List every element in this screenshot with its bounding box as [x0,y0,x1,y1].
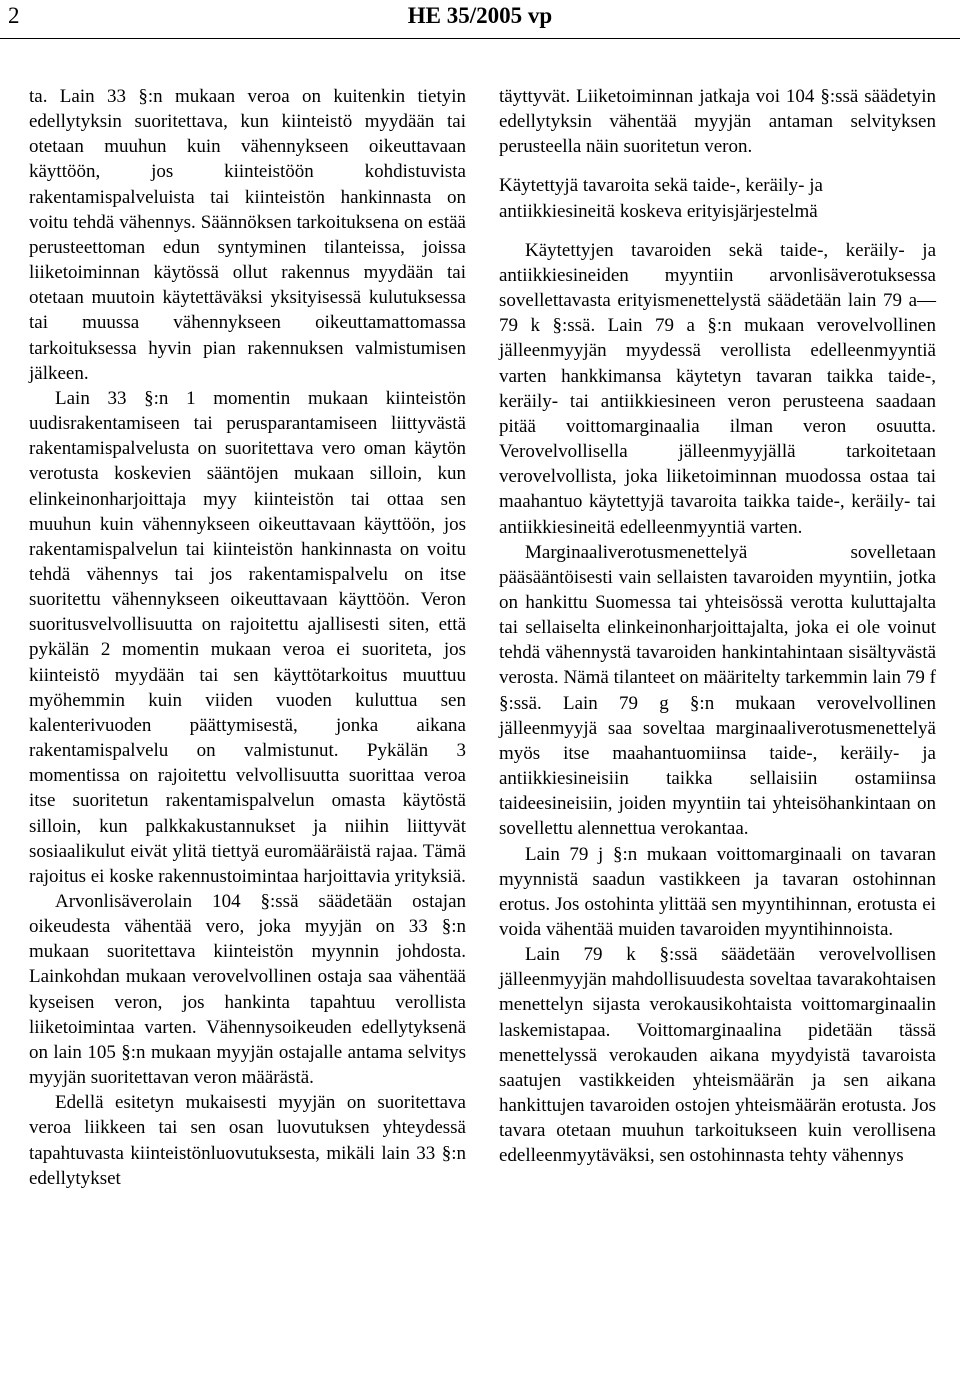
document-id: HE 35/2005 vp [407,3,553,28]
section-subheading: Käytettyjä tavaroita sekä taide-, keräily- ja antiikkiesineitä koskeva erityisjärjestelmä [499,175,823,222]
header-rule [0,38,960,39]
paragraph: Arvonlisäverolain 104 §:ssä säädetään ostajan oikeudesta vähentää vero, joka myyjän on 33 §:n mukaan suoritettava kiinteistön myynnin johdosta. Lainkohdan mukaan verovelvollinen ostaja saa vähentää kyseisen veron, jos hankinta tapahtuu verollista liiketoimintaa varten. Vähennysoikeuden edellytyksenä on lain 105 §:n mukaan myyjän ostajalle antama selvitys myyjän suoritettavan veron määrästä. [29,891,466,1089]
paragraph: täyttyvät. Liiketoiminnan jatkaja voi 104 §:ssä säädetyin edellytyksin vähentää myyjän antaman selvityksen perusteella näin suoritetun veron. [499,86,936,158]
right-column [499,84,936,1169]
page-header [0,0,960,40]
left-column [29,84,466,1191]
paragraph: ta. Lain 33 §:n mukaan veroa on kuitenkin tietyin edellytyksin suoritettava, kun kiinteistö myydään tai otetaan muuhun kuin vähennykseen oikeuttavaan käyttöön, jos kiinteistöön kohdistuvista rakentamispalveluista tai kiinteistön hankinnasta on voitu tehdä vähennys. Säännöksen tarkoituksena on estää perusteettoman edun syntyminen tilanteissa, joissa liiketoiminnan käytössä ollut rakennus myydään tai otetaan muutoin käytettäväksi yksityisessä kulutuksessa tai muussa vähennykseen oikeuttamattomassa tarkoituksessa hyvin pian rakennuksen valmistumisen jälkeen. [29,86,466,384]
paragraph: Edellä esitetyn mukaisesti myyjän on suoritettava veroa liikkeen tai sen osan luovutuksen yhteydessä tapahtuvasta kiinteistönluovutuksesta, mikäli lain 33 §:n edellytykset [29,1092,466,1189]
paragraph: Käytettyjen tavaroiden sekä taide-, keräily- ja antiikkiesineiden myyntiin arvonlisäverotuksessa sovellettavasta erityismenettelystä säädetään lain 79 a—79 k §:ssä. Lain 79 a §:n mukaan verovelvollinen jälleenmyyjän myydessä verollista edelleenmyyntiä varten hankkimansa käytetyn tavaran taikka taide-, keräily- tai antiikkiesineen veron perusteena saadaan pitää voittomarginaalia ilman veron osuutta. Verovelvollisella jälleenmyyjällä tarkoitetaan verovelvollista, joka liiketoiminnan muodossa ostaa tai maahantuo käytettyjä tavaroita taikka taide-, keräily- tai antiikkiesineitä edelleenmyyntiä varten. [499,239,936,538]
paragraph: Marginaaliverotusmenettelyä sovelletaan pääsääntöisesti vain sellaisten tavaroiden myyntiin, jotka on hankittu Suomessa tai yhteisössä verotta kuluttajalta tai sellaiselta elinkeinonharjoittajalta, joka ei ole voinut tehdä vähennystä tavaroiden hankintahintaan sisältyvästä verosta. Nämä tilanteet on määritelty tarkemmin lain 79 f §:ssä. Lain 79 g §:n mukaan verovelvollinen jälleenmyyjä saa soveltaa marginaaliverotusmenettelyä myös itse maahantuomiinsa taide-, keräily- ja antiikkiesineisiin taikka sellaisiin ostamiinsa taideesineisiin, joiden myyntiin tai yhteisöhankintaan on sovellettu alennettua verokantaa. [499,541,936,840]
paragraph: Lain 33 §:n 1 momentin mukaan kiinteistön uudisrakentamiseen tai perusparantamiseen liittyvästä rakentamispalvelusta on suoritettava vero oman käytön verotusta koskevien sääntöjen mukaan silloin, kun elinkeinonharjoittaja myy kiinteistön tai ottaa sen muuhun kuin vähennykseen oikeuttavaan käyttöön, jos rakentamispalvelun tai kiinteistön hankinnasta on voitu tehdä vähennys tai jos rakentamispalvelu on itse suoritettu vähennykseen oikeuttavaan käyttöön. Veron suoritusvelvollisuutta on rajoitettu ajallisesti siten, että pykälän 2 momentin mukaan veroa ei suoriteta, jos kiinteistö myydään tai sen käyttötarkoitus muuttuu myöhemmin kuin viiden vuoden kuluttua sen kalenterivuoden päättymisestä, jonka aikana rakentamispalvelu on valmistunut. Pykälän 3 momentissa on rajoitettu velvollisuutta suorittaa veroa itse suoritetun rakentamispalvelun omasta käytöstä silloin, kun palkkakustannukset ja niihin liittyvät sosiaalikulut eivät ylitä tiettyä euromääräistä rajaa. Tämä rajoitus ei koske rakennustoimintaa harjoittavia yrityksiä. [29,387,466,887]
paragraph: Lain 79 k §:ssä säädetään verovelvollisen jälleenmyyjän mahdollisuudesta soveltaa tavarakohtaisen menettelyn sijasta verokausikohtaista voittomarginaalin laskemistapaa. Voittomarginaalina pidetään tässä menettelyssä verokauden aikana myydyistä tavaroista saatujen vastikkeiden yhteismäärän ja sen aikana hankittujen tavaroiden ostojen yhteismäärän erotusta. Jos tavara otetaan muuhun tarkoitukseen kuin verollisena edelleenmyytäväksi, sen ostohinnasta tehty vähennys [499,944,936,1167]
page-number: 2 [8,3,20,28]
paragraph: Lain 79 j §:n mukaan voittomarginaali on tavaran myynnistä saadun vastikkeen ja tavaran ostohinnan erotus. Jos ostohinta ylittää sen myyntihinnan, erotusta ei voida vähentää muiden tavaroiden myyntihinnoista. [499,843,936,940]
